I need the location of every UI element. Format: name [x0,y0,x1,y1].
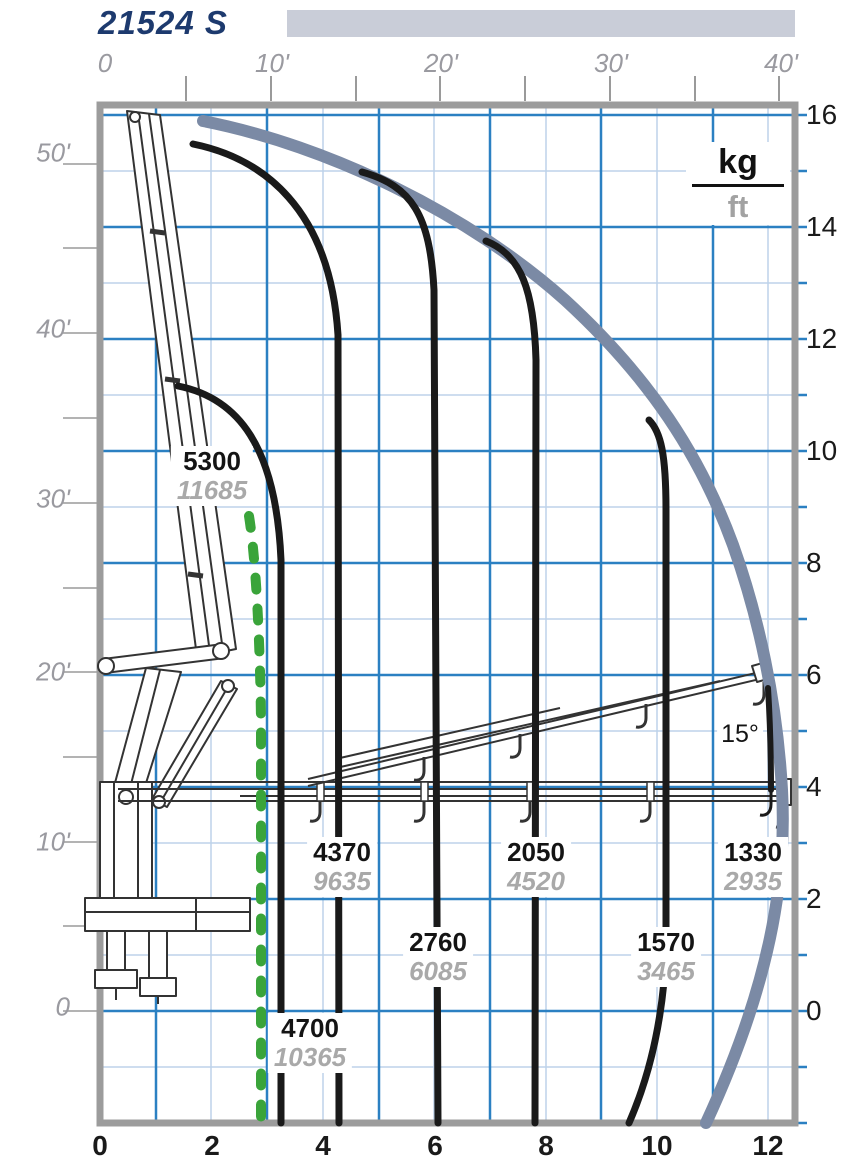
top-axis-label: 20' [424,48,458,78]
capacity-alt: 10365 [273,1042,347,1072]
capacity-alt: 4520 [507,866,565,896]
unit-legend [686,142,790,225]
top-axis-label: 10' [255,48,289,78]
top-axis-label: 0 [97,48,113,78]
capacity-alt: 6085 [409,956,467,986]
crane-inclined-boom [308,662,771,786]
curve-label-1330 [718,837,788,897]
right-axis-label: 2 [806,883,822,914]
curve-label-2050 [501,837,571,897]
title-bar [287,10,795,37]
bottom-axis-label: 10 [641,1130,673,1161]
right-axis-label: 6 [806,659,822,690]
capacity-alt: 2935 [724,866,782,896]
curve-label-2760 [403,927,473,987]
right-axis-label: 10 [806,435,838,466]
left-axis-label: 30' [36,483,70,514]
left-axis-label: 10' [36,826,70,857]
bottom-axis-label: 2 [204,1130,220,1161]
right-axis-label: 0 [806,995,822,1026]
capacity-kg: 2760 [409,927,467,957]
bottom-axis-label: 8 [538,1130,554,1161]
right-axis-label: 14 [806,211,838,242]
curve-label-4700 [268,1013,352,1073]
right-axis-label: 12 [806,323,838,354]
unit-ft: ft [727,189,749,224]
crane-knuckle [103,644,225,673]
bottom-axis-label: 12 [752,1130,784,1161]
right-axis-label: 16 [806,99,838,130]
capacity-alt: 9635 [313,866,371,896]
curve-label-5300 [171,446,253,506]
boom-angle-label: 15° [717,720,763,749]
left-axis-label: 40' [36,313,70,344]
bottom-axis-label: 0 [92,1130,108,1161]
capacity-kg: 4370 [313,837,371,867]
capacity-kg: 1330 [724,837,782,867]
capacity-kg: 5300 [183,446,241,476]
capacity-kg: 2050 [507,837,565,867]
top-axis-label: 40' [764,48,798,78]
left-axis-label: 20' [36,656,70,687]
left-axis-ticks [63,164,98,1011]
left-axis-label: 0 [55,991,70,1022]
top-axis-label: 30' [594,48,628,78]
right-axis-label: 8 [806,547,822,578]
capacity-curve-4700-dashed [249,516,261,1123]
page-title: 21524 S [98,4,228,41]
bottom-axis-label: 4 [315,1130,331,1161]
crane-base [85,898,250,931]
curve-label-4370 [307,837,377,897]
capacity-alt: 3465 [637,956,695,986]
top-axis-ticks [186,76,779,101]
capacity-curve-2050 [486,241,536,1123]
unit-fraction-bar [692,184,784,187]
curve-label-1570 [631,927,701,987]
bottom-axis-label: 6 [427,1130,443,1161]
capacity-kg: 1570 [637,927,695,957]
right-axis-label: 4 [806,771,822,802]
left-axis-label: 50' [36,137,70,168]
capacity-curve-1570 [629,420,666,1123]
capacity-alt: 11685 [176,475,248,505]
capacity-kg: 4700 [281,1013,339,1043]
unit-kg: kg [718,143,758,181]
